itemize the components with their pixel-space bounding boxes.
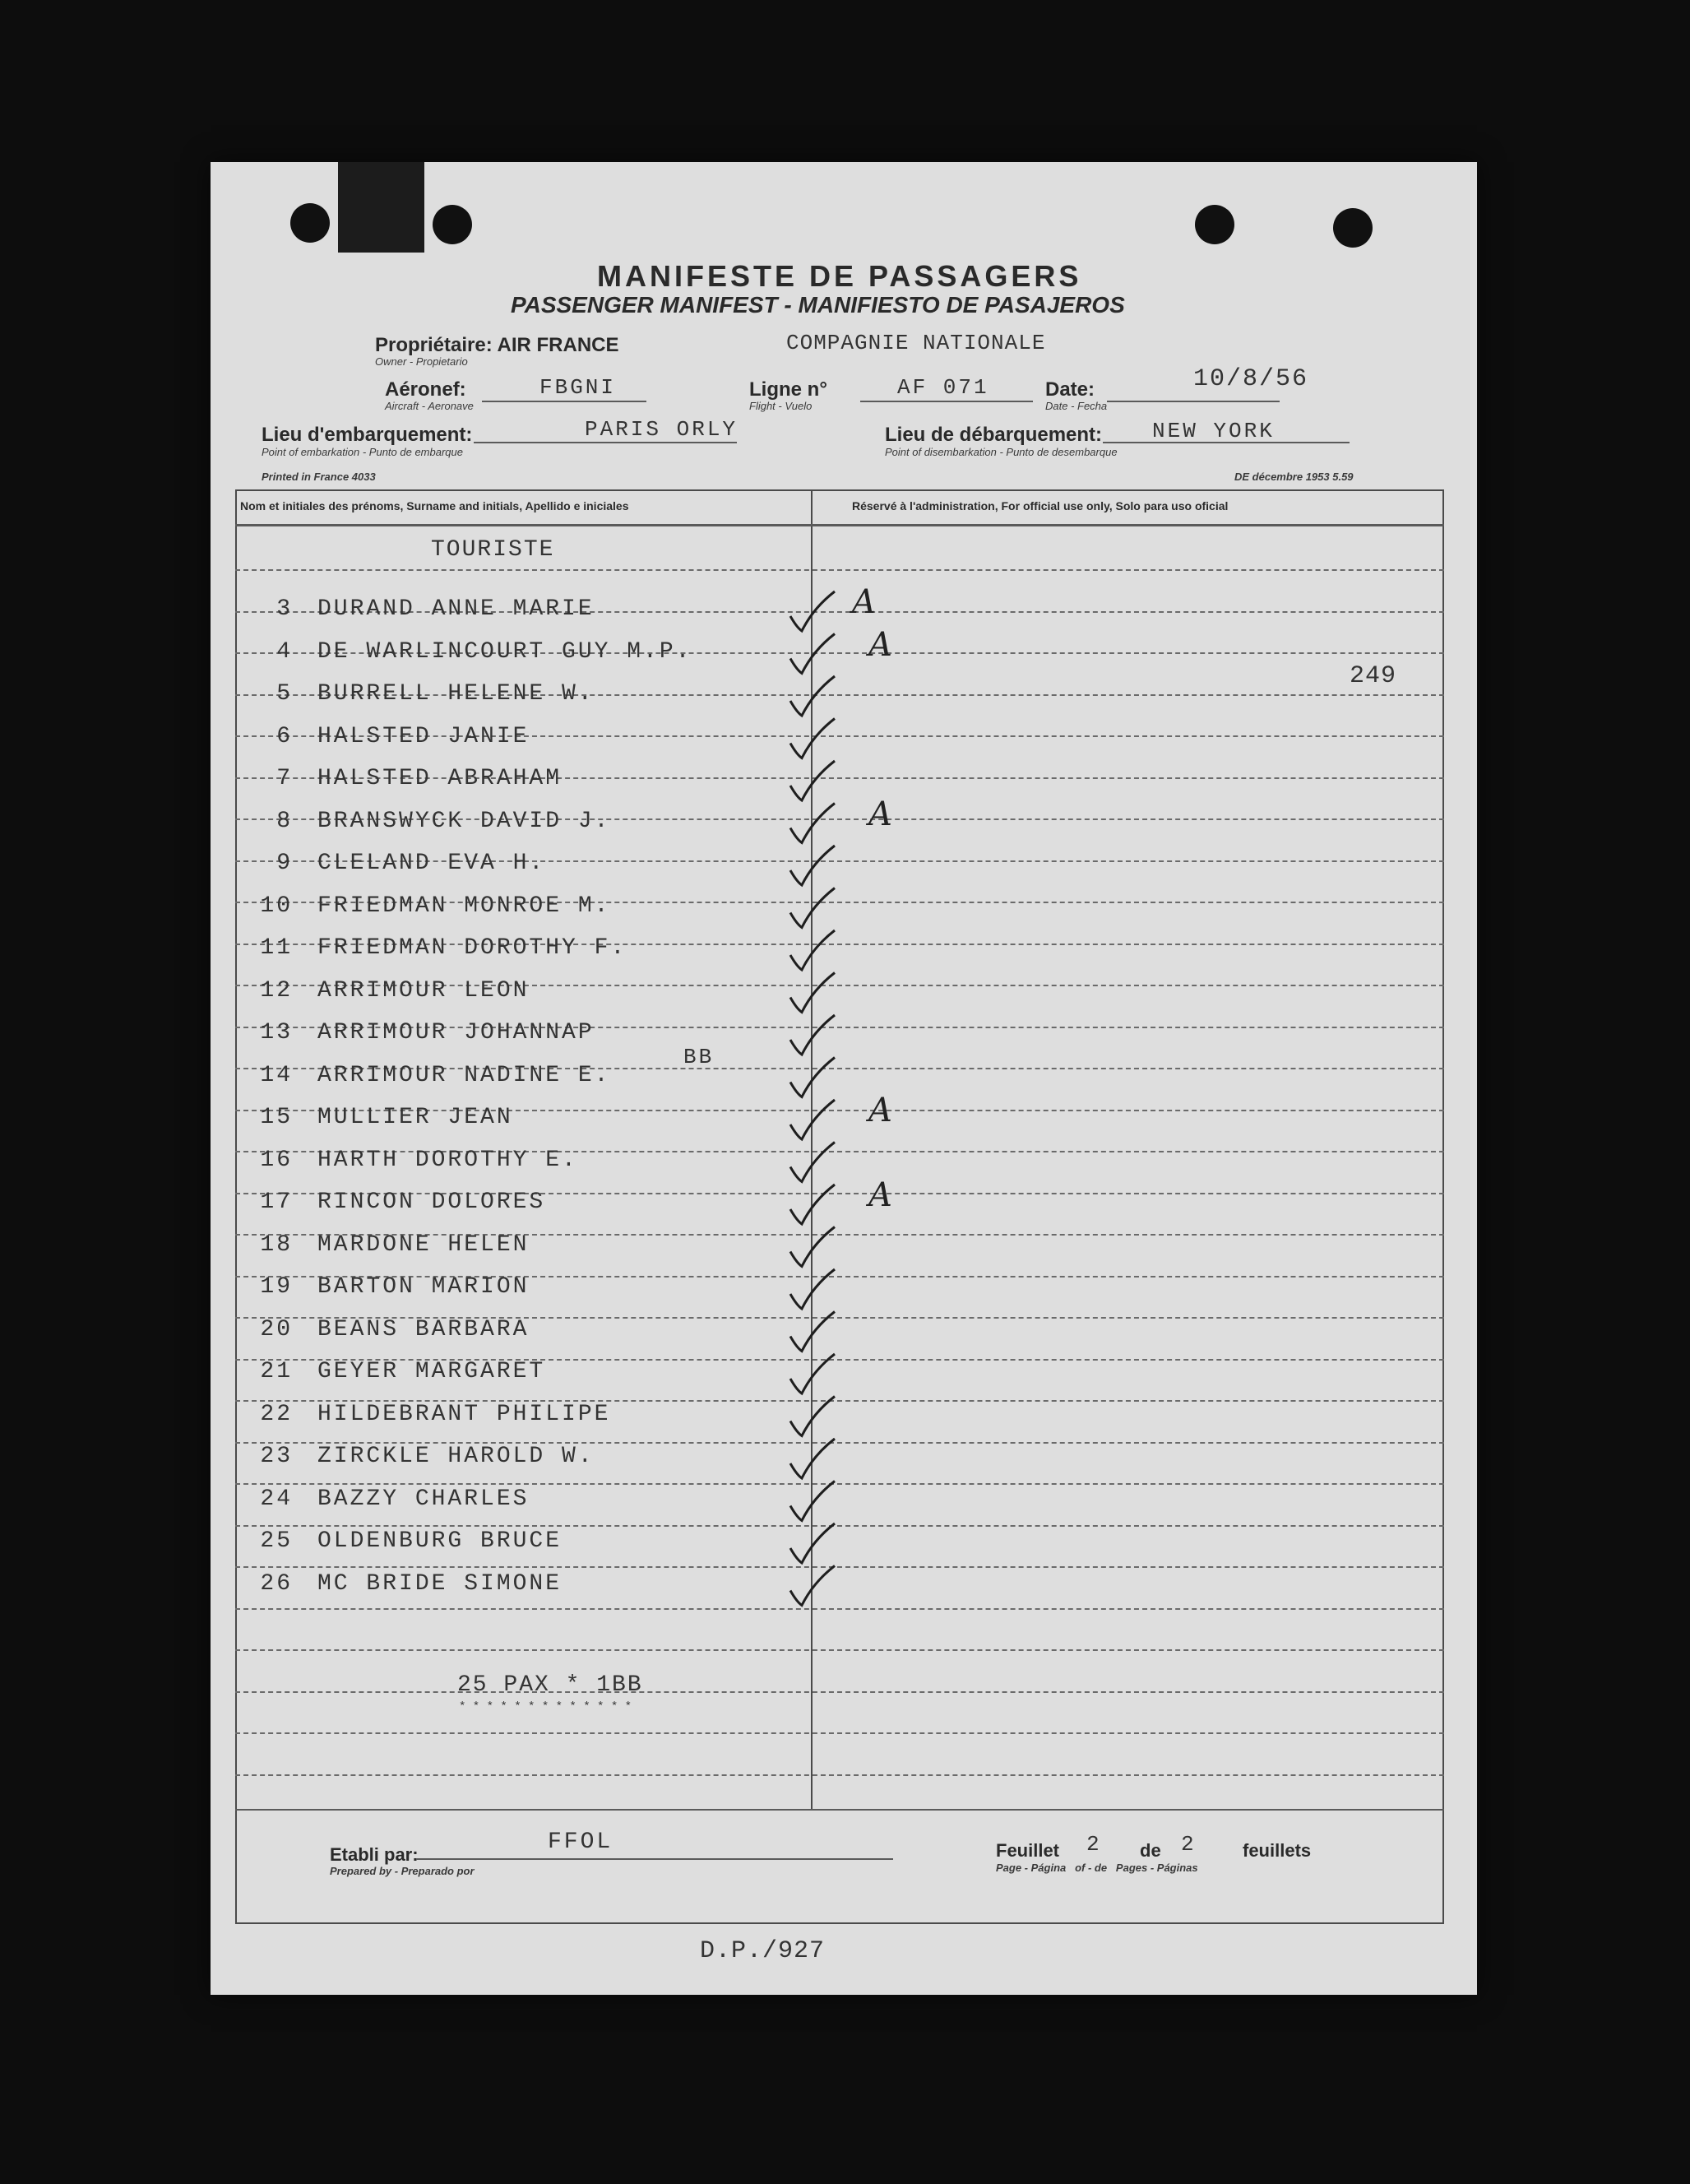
aircraft-sublabel: Aircraft - Aeronave [385,400,474,412]
check-mark [790,1100,835,1139]
check-mark [790,973,835,1013]
check-mark [790,1354,835,1393]
left-column-header: Nom et initiales des prénoms, Surname and initials, Apellido e iniciales [240,499,629,512]
passenger-name: BRANSWYCK DAVID J. [317,808,611,834]
passenger-name: BURRELL HELENE W. [317,681,595,707]
passenger-number: 4 [276,638,293,665]
field-underline [416,1858,893,1860]
check-marks [211,162,1477,1995]
passenger-number: 9 [276,851,293,876]
passenger-name: HALSTED ABRAHAM [317,766,563,791]
right-column-header: Réservé à l'administration, For official use only, Solo para uso oficial [852,499,1229,512]
admin-mark: A [852,583,876,621]
check-mark [790,591,835,631]
disembarkation-sublabel: Point of disembarkation - Punto de desembarque [885,446,1118,458]
check-mark [790,1227,835,1267]
check-mark [790,1397,835,1436]
check-mark [790,1058,835,1097]
passenger-name: BARTON MARION [317,1274,530,1300]
check-mark [790,1566,835,1606]
check-mark [790,1143,835,1182]
check-mark [790,1482,835,1521]
passenger-number: 6 [276,723,293,749]
owner-value: COMPAGNIE NATIONALE [786,331,1046,355]
admin-mark: A [868,1092,892,1129]
passenger-name: FRIEDMAN DOROTHY F. [317,935,627,961]
passenger-name: FRIEDMAN MONROE M. [317,893,611,919]
passenger-name: DE WARLINCOURT GUY M.P. [317,638,692,665]
class-label: TOURISTE [431,537,555,563]
check-mark [790,1185,835,1224]
aircraft-label: Aéronef: [385,378,466,401]
sheet-total: 2 [1181,1832,1197,1857]
passenger-number: 22 [260,1401,293,1427]
passenger-name: MULLIER JEAN [317,1105,513,1130]
passenger-number: 17 [260,1189,293,1215]
passenger-name: MARDONE HELEN [317,1231,530,1258]
owner-sublabel: Owner - Propietario [375,355,468,368]
embarkation-sublabel: Point of embarkation - Punto de embarque [262,446,463,458]
sheet-suffix: feuillets [1243,1840,1312,1861]
passenger-number: 24 [260,1486,293,1512]
sheet-label: Feuillet [996,1840,1060,1861]
owner-label: Propriétaire: AIR FRANCE [375,334,619,356]
passenger-number: 12 [260,977,293,1004]
passenger-number: 8 [276,808,293,834]
passenger-number: 15 [260,1105,293,1130]
bb-note: BB [683,1045,715,1069]
check-mark [790,761,835,800]
date-value: 10/8/56 [1193,365,1309,393]
check-mark [790,1269,835,1309]
passenger-number: 13 [260,1020,293,1046]
admin-mark: A [868,1176,892,1214]
disembarkation-label: Lieu de débarquement: [885,424,1103,446]
summary-stars: * * * * * * * * * * * * * [459,1700,632,1713]
admin-mark: A [868,795,892,833]
passenger-name: DURAND ANNE MARIE [317,596,595,622]
check-mark [790,1523,835,1563]
admin-number: 249 [1350,662,1397,690]
prepared-label: Etabli par: [330,1844,419,1865]
sheet-page: 2 [1086,1832,1102,1857]
document-subtitle: PASSENGER MANIFEST - MANIFIESTO DE PASAJEROS [511,292,1125,318]
prepared-value: FFOL [548,1829,613,1855]
print-info-right: DE décembre 1953 5.59 [1234,471,1354,483]
passenger-number: 18 [260,1231,293,1258]
passenger-name: ZIRCKLE HAROLD W. [317,1444,595,1469]
passenger-number: 11 [260,935,293,961]
passenger-name: BEANS BARBARA [317,1316,530,1342]
check-mark [790,719,835,758]
sheet-sublabel: Page - Página of - de Pages - Páginas [996,1862,1198,1874]
admin-mark: A [868,625,892,664]
passenger-number: 7 [276,766,293,791]
passenger-number: 21 [260,1359,293,1384]
passenger-name: ARRIMOUR JOHANNAP [317,1020,595,1046]
passenger-name: RINCON DOLORES [317,1189,546,1215]
embarkation-value: PARIS ORLY [585,417,739,442]
passenger-name: HALSTED JANIE [317,723,530,749]
date-sublabel: Date - Fecha [1045,400,1108,412]
flight-label: Ligne n° [749,378,827,401]
check-mark [790,1439,835,1478]
passenger-name: BAZZY CHARLES [317,1486,530,1512]
passenger-name: HARTH DOROTHY E. [317,1147,578,1173]
passenger-number: 23 [260,1444,293,1469]
passenger-name: CLELAND EVA H. [317,851,546,876]
passenger-name: MC BRIDE SIMONE [317,1570,563,1597]
footer-rule [235,1809,1444,1811]
passenger-number: 3 [276,596,293,622]
flight-sublabel: Flight - Vuelo [749,400,813,412]
check-mark [790,930,835,970]
manifest-sheet [211,162,1477,1995]
check-mark [790,804,835,843]
stamp: D.P./927 [700,1937,826,1965]
passenger-number: 25 [260,1528,293,1554]
passenger-number: 14 [260,1062,293,1088]
disembarkation-value: NEW YORK [1152,419,1275,443]
aircraft-value: FBGNI [539,375,617,400]
document-title: MANIFESTE DE PASSAGERS [597,259,1082,293]
check-mark [790,1015,835,1055]
sheet-of: de [1140,1840,1161,1861]
passenger-name: ARRIMOUR LEON [317,977,530,1004]
passenger-number: 19 [260,1274,293,1300]
passenger-number: 16 [260,1147,293,1173]
passenger-number: 10 [260,893,293,919]
summary: 25 PAX * 1BB [457,1672,643,1698]
check-mark [790,676,835,716]
passenger-name: ARRIMOUR NADINE E. [317,1062,611,1088]
check-mark [790,634,835,674]
passenger-number: 20 [260,1316,293,1342]
check-mark [790,846,835,885]
date-label: Date: [1045,378,1095,401]
passenger-number: 5 [276,681,293,707]
passenger-name: GEYER MARGARET [317,1359,546,1384]
print-info-left: Printed in France 4033 [262,471,376,483]
prepared-sublabel: Prepared by - Preparado por [330,1865,475,1877]
check-mark [790,888,835,928]
passenger-number: 26 [260,1570,293,1597]
check-mark [790,1312,835,1352]
flight-value: AF 071 [897,375,989,400]
embarkation-label: Lieu d'embarquement: [262,424,473,446]
passenger-name: HILDEBRANT PHILIPE [317,1401,611,1427]
passenger-name: OLDENBURG BRUCE [317,1528,563,1554]
